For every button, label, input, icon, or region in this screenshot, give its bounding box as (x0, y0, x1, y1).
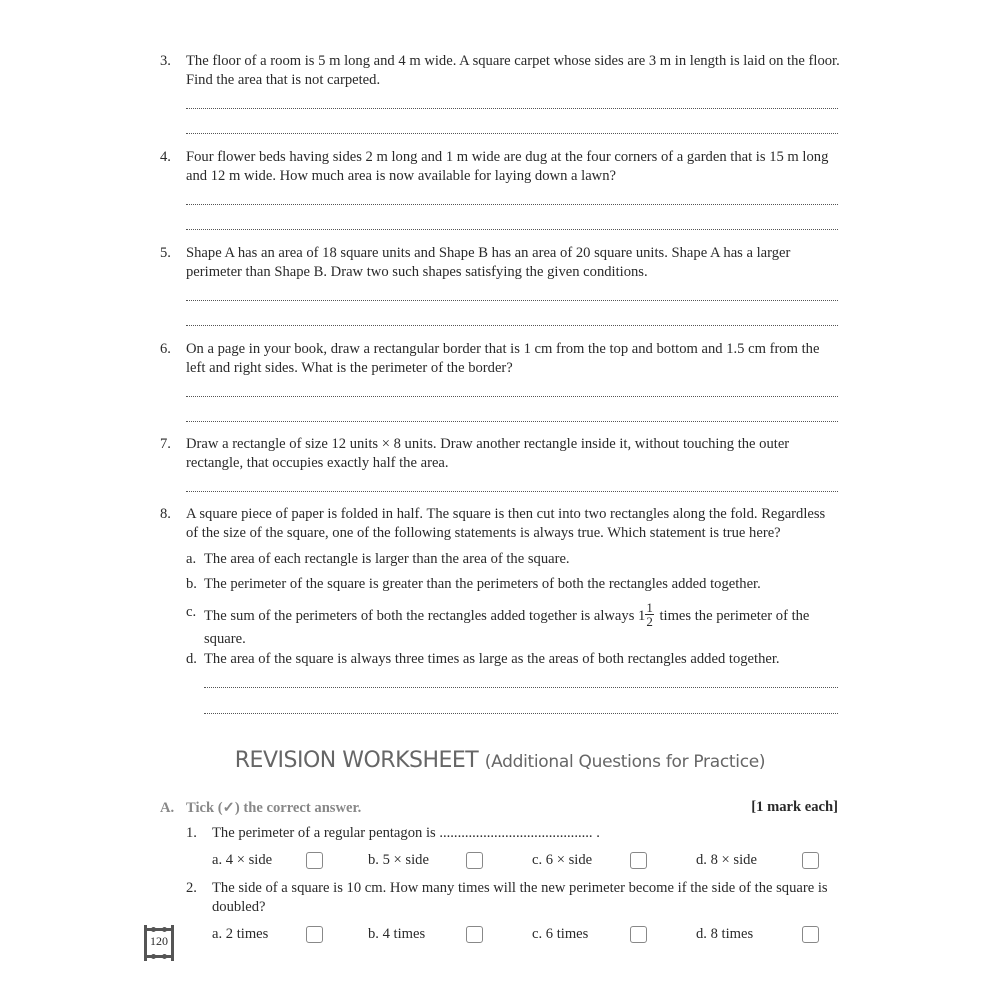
question-number: 2. (186, 880, 197, 896)
option-text-before: The sum of the perimeters of both the rectangles added together is always 1 (204, 607, 646, 624)
bead-icon (162, 954, 167, 959)
option-a (186, 550, 840, 569)
question-number: 1. (186, 825, 197, 841)
question-number: 5. (160, 245, 171, 261)
checkbox-choice-d[interactable] (802, 926, 819, 943)
option-label: c. (186, 604, 197, 620)
question-4 (160, 148, 840, 186)
question-number: 8. (160, 506, 171, 522)
option-b (186, 575, 840, 594)
fraction-denominator: 2 (646, 614, 653, 629)
title-main: REVISION WORKSHEET (234, 748, 479, 773)
question-text: On a page in your book, draw a rectangular border that is 1 cm from the top and bottom and 1.5 cm from the left and right sides. What is the perimeter of the border? (186, 341, 820, 376)
answer-line[interactable] (186, 396, 838, 397)
choice-label: d. 8 times (696, 926, 754, 942)
checkbox-choice-a[interactable] (306, 926, 323, 943)
answer-line[interactable] (186, 421, 838, 422)
fraction-numerator: 1 (646, 600, 653, 615)
option-text-after: times the perimeter of the square. (204, 607, 810, 647)
option-label: b. (186, 576, 197, 592)
section-instruction: Tick (✓) the correct answer. (186, 800, 362, 816)
answer-line[interactable] (186, 300, 838, 301)
choice-label: c. 6 times (532, 926, 589, 942)
revision-question-2 (186, 879, 840, 917)
question-6 (160, 340, 840, 378)
answer-line[interactable] (186, 108, 838, 109)
option-text: The perimeter of the square is greater than the perimeters of both the rectangles added together. (204, 576, 761, 592)
option-text (204, 600, 840, 649)
revision-question-1 (186, 824, 840, 843)
choice-label: a. 4 × side (212, 852, 273, 868)
question-text: The side of a square is 10 cm. How many times will the new perimeter become if the side of the square is doubled? (212, 880, 828, 915)
bead-icon (151, 927, 156, 932)
option-label: a. (186, 551, 197, 567)
checkbox-choice-a[interactable] (306, 852, 323, 869)
choice-label: d. 8 × side (696, 852, 757, 868)
choice-label: b. 4 times (368, 926, 426, 942)
answer-line[interactable] (186, 325, 838, 326)
question-number: 3. (160, 53, 171, 69)
frame-bar (144, 955, 174, 958)
question-text: Four flower beds having sides 2 m long and 1 m wide are dug at the four corners of a garden that is 15 m long and 12 m wide. How much area is now available for laying down a lawn? (186, 149, 829, 184)
question-text: The perimeter of a regular pentagon is .......................................... . (212, 825, 600, 841)
fraction-one-half (645, 601, 654, 628)
section-a-heading (160, 799, 361, 817)
question-text: The floor of a room is 5 m long and 4 m wide. A square carpet whose sides are 3 m in length is laid on the floor. Find the area that is not carpeted. (186, 53, 840, 88)
page-number-badge (144, 925, 174, 961)
answer-line[interactable] (204, 687, 838, 688)
bead-icon (162, 927, 167, 932)
checkbox-choice-c[interactable] (630, 852, 647, 869)
question-number: 4. (160, 149, 171, 165)
frame-bar (144, 928, 174, 931)
question-text: Draw a rectangle of size 12 units × 8 units. Draw another rectangle inside it, without touching the outer rectangle, that occupies exactly half the area. (186, 436, 790, 471)
question-5 (160, 244, 840, 282)
answer-line[interactable] (204, 713, 838, 714)
checkbox-choice-b[interactable] (466, 926, 483, 943)
question-text: A square piece of paper is folded in half. The square is then cut into two rectangles along the fold. Regardless of the size of the square, one of the following statements is always true. Which statement is true here? (186, 506, 826, 541)
title-sub: (Additional Questions for Practice) (484, 752, 766, 772)
answer-line[interactable] (186, 204, 838, 205)
bead-icon (151, 954, 156, 959)
answer-line[interactable] (186, 229, 838, 230)
question-number: 7. (160, 436, 171, 452)
option-label: d. (186, 651, 197, 667)
answer-line[interactable] (186, 491, 838, 492)
section-label: A. (160, 800, 175, 816)
question-number: 6. (160, 341, 171, 357)
checkbox-choice-c[interactable] (630, 926, 647, 943)
choice-label: b. 5 × side (368, 852, 429, 868)
option-text: The area of the square is always three times as large as the areas of both rectangles added together. (204, 651, 780, 667)
option-text: The area of each rectangle is larger than the area of the square. (204, 551, 570, 567)
choice-label: c. 6 × side (532, 852, 593, 868)
revision-worksheet-title (0, 748, 1000, 773)
question-text: Shape A has an area of 18 square units and Shape B has an area of 20 square units. Shape A has a larger perimeter than Shape B. Draw two such shapes satisfying the given conditions. (186, 245, 791, 280)
marks-note: [1 mark each] (751, 799, 838, 815)
question-3 (160, 52, 840, 90)
checkbox-choice-b[interactable] (466, 852, 483, 869)
page-number: 120 (150, 934, 168, 948)
option-c (186, 600, 840, 649)
checkbox-choice-d[interactable] (802, 852, 819, 869)
question-8 (160, 505, 840, 543)
answer-line[interactable] (186, 133, 838, 134)
question-7 (160, 435, 840, 473)
choice-label: a. 2 times (212, 926, 269, 942)
option-d (186, 650, 840, 669)
